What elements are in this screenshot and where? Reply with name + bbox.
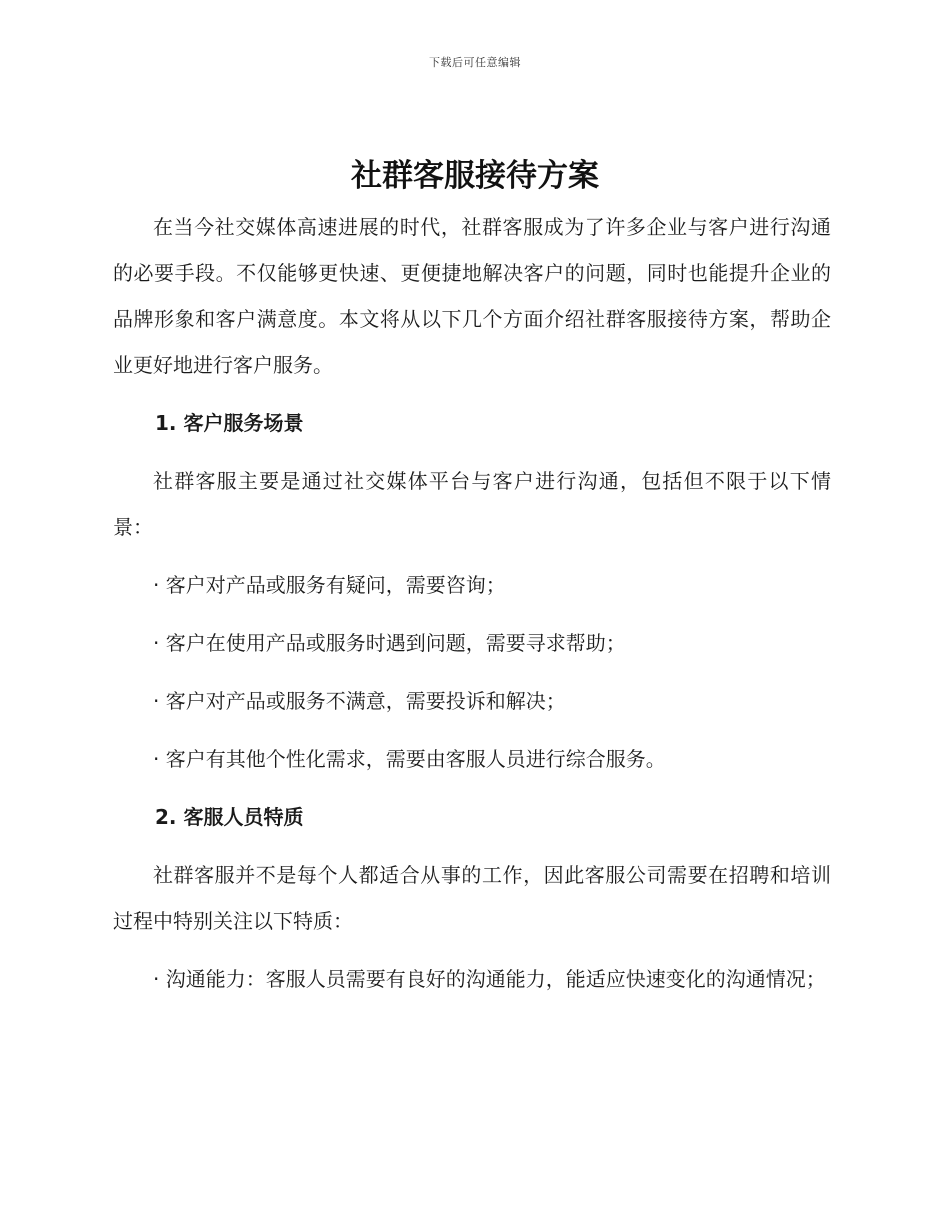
section-heading-service-scenarios: 1. 客户服务场景 [155,411,304,435]
document-body [113,204,831,1002]
section-paragraph-staff-qualities: 社群客服并不是每个人都适合从事的工作，因此客服公司需要在招聘和培训过程中特别关注以下特质： [113,863,831,933]
bullet-item: · 客户对产品或服务不满意，需要投诉和解决； [153,689,566,713]
bullet-item: · 沟通能力：客服人员需要有良好的沟通能力，能适应快速变化的沟通情况； [153,967,826,991]
intro-paragraph: 在当今社交媒体高速进展的时代，社群客服成为了许多企业与客户进行沟通的必要手段。不仅能够更快速、更便捷地解决客户的问题，同时也能提升企业的品牌形象和客户满意度。本文将从以下几个方面介绍社群客服接待方案，帮助企业更好地进行客户服务。 [113,215,831,377]
header-note: 下载后可任意编辑 [429,56,521,69]
section-paragraph-service-scenarios: 社群客服主要是通过社交媒体平台与客户进行沟通，包括但不限于以下情景： [113,469,831,539]
bullet-item: · 客户在使用产品或服务时遇到问题，需要寻求帮助； [153,631,626,655]
bullet-item: · 客户有其他个性化需求，需要由客服人员进行综合服务。 [153,747,666,771]
bullet-item: · 客户对产品或服务有疑问，需要咨询； [153,573,506,597]
section-heading-staff-qualities: 2. 客服人员特质 [155,805,304,829]
document-title: 社群客服接待方案 [351,158,599,194]
